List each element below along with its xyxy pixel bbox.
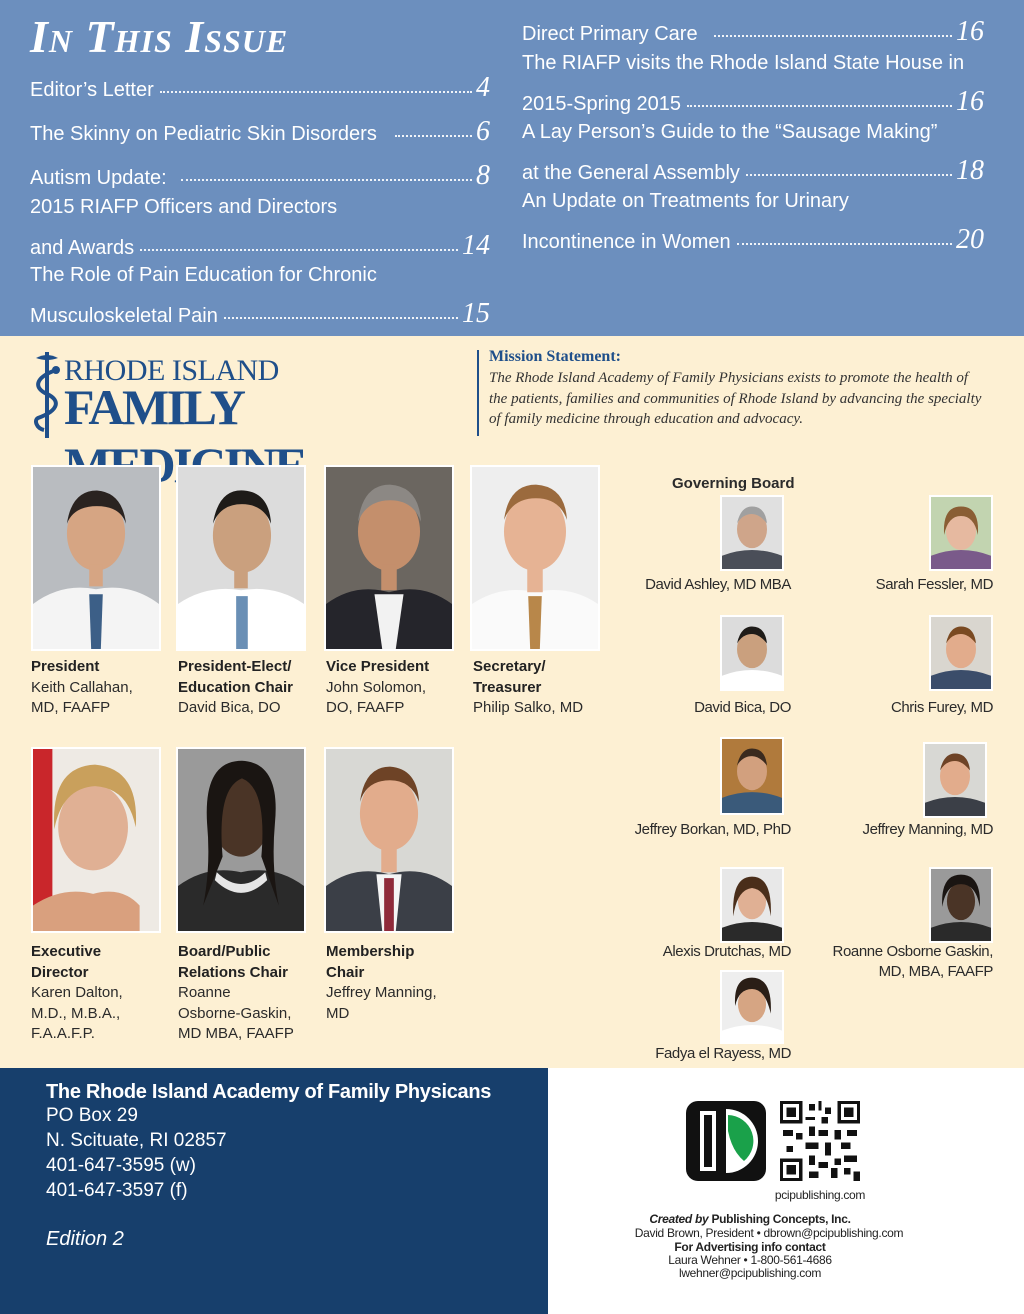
portrait-image [33,467,159,649]
portrait-image [931,497,991,569]
toc-entry[interactable]: Musculoskeletal Pain 15 [30,298,490,329]
advertising-label: For Advertising info contact [674,1240,826,1254]
toc-entry-text[interactable]: An Update on Treatments for Urinary [522,190,849,212]
board-photo [720,495,784,571]
governing-board-title: Governing Board [672,475,795,492]
toc-entry[interactable]: Autism Update: 8 [30,160,490,191]
officer-photo [31,747,161,933]
board-photo [929,867,993,943]
table-of-contents [0,0,1024,336]
toc-entry-text[interactable]: A Lay Person’s Guide to the “Sausage Making” [522,121,938,143]
caduceus-icon [30,348,64,443]
board-member-name: David Bica, DO [694,699,791,716]
advertising-email[interactable]: lwehner@pcipublishing.com [678,1266,822,1280]
advertising-contact: Laura Wehner • 1-800-561-4686 [668,1253,832,1267]
officer-caption: Secretary/ Treasurer Philip Salko, MD [473,658,584,716]
portrait-image [33,749,159,931]
toc-entry-text[interactable]: The Role of Pain Education for Chronic [30,264,377,286]
officer-caption: Vice President John Solomon, DO, FAAFP [326,658,430,716]
board-member-name: Alexis Drutchas, MD [662,943,791,960]
toc-entry[interactable]: Direct Primary Care 16 [522,16,984,47]
board-photo [720,737,784,815]
publisher-president: David Brown, President • dbrown@pcipublishing.com [634,1226,904,1240]
board-member-name: Fadya el Rayess, MD [655,1045,791,1062]
officer-caption: Executive Director Karen Dalton, M.D., M.B.A., F.A.A.F.P. [31,943,123,1042]
portrait-image [722,739,782,813]
board-member-name: Roanne Osborne Gaskin, [832,943,993,960]
toc-entry-text[interactable]: The RIAFP visits the Rhode Island State House in [522,52,965,74]
footer-org-name: The Rhode Island Academy of Family Physicans [46,1081,492,1103]
officer-caption: Membership Chair Jeffrey Manning, MD [326,943,437,1022]
officer-photo [176,465,306,651]
portrait-image [326,749,452,931]
footer-address-line: N. Scituate, RI 02857 [46,1130,227,1151]
officer-photo [470,465,600,651]
divider [477,350,479,436]
toc-entry[interactable]: 2015-Spring 2015 16 [522,86,984,117]
board-photo [720,970,784,1044]
board-photo [720,615,784,691]
edition-label: Edition 2 [46,1228,124,1250]
officer-photo [176,747,306,933]
portrait-image [722,869,782,941]
footer-fax: 401-647-3597 (f) [46,1180,188,1201]
portrait-image [472,467,598,649]
officer-photo [31,465,161,651]
mission-text: The Rhode Island Academy of Family Physicians exists to promote the health of the patients, families and communities of Rhode Island by advancing the specialty of family medicine through education and advocacy. [489,370,982,427]
portrait-image [326,467,452,649]
mission-heading: Mission Statement: [489,348,621,365]
toc-entry[interactable]: The Skinny on Pediatric Skin Disorders 6 [30,116,490,147]
board-member-credentials: MD, MBA, FAAFP [878,963,993,980]
toc-entry[interactable]: Incontinence in Women 20 [522,224,984,255]
board-member-name: Jeffrey Manning, MD [862,821,993,838]
publisher-url[interactable]: pcipublishing.com [774,1188,866,1202]
masthead-line2: FAMILY [64,379,242,435]
toc-entry[interactable]: Editor’s Letter 4 [30,72,490,103]
board-photo [929,495,993,571]
portrait-image [925,744,985,816]
pci-logo-icon [686,1101,766,1181]
portrait-image [178,749,304,931]
qr-code-icon[interactable] [780,1101,860,1181]
toc-title: In This Issue [30,11,289,62]
officer-caption: President Keith Callahan, MD, FAAFP [31,658,133,716]
board-photo [720,867,784,943]
board-member-name: Sarah Fessler, MD [875,576,993,593]
portrait-image [722,497,782,569]
portrait-image [178,467,304,649]
masthead-logo [30,348,470,443]
board-member-name: Chris Furey, MD [890,699,993,716]
board-photo [929,615,993,691]
officer-photo [324,747,454,933]
toc-entry-text[interactable]: 2015 RIAFP Officers and Directors [30,196,338,218]
portrait-image [931,617,991,689]
officer-photo [324,465,454,651]
officer-caption: Board/Public Relations Chair Roanne Osborne-Gaskin, MD MBA, FAAFP [178,943,294,1042]
board-photo [923,742,987,818]
toc-entry[interactable]: and Awards 14 [30,230,490,261]
board-member-name: David Ashley, MD MBA [645,576,791,593]
officer-caption: President-Elect/ Education Chair David Bica, DO [178,658,294,716]
footer-address-line: PO Box 29 [46,1105,138,1126]
portrait-image [931,869,991,941]
toc-entry[interactable]: at the General Assembly 18 [522,155,984,186]
footer-phone[interactable]: 401-647-3595 (w) [46,1155,196,1176]
board-member-name: Jeffrey Borkan, MD, PhD [634,821,791,838]
publisher-created-by: Created by Publishing Concepts, Inc. [649,1212,851,1226]
portrait-image [722,972,782,1042]
masthead-line1: RHODE ISLAND [64,354,279,387]
portrait-image [722,617,782,689]
